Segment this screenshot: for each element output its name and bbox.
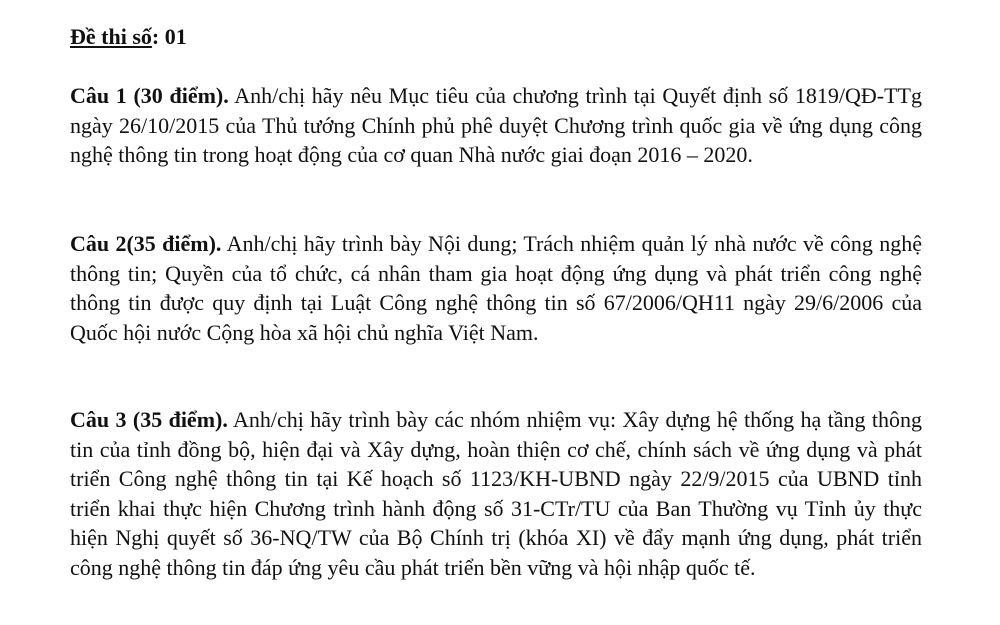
question-3	[70, 405, 922, 582]
question-3-text: Anh/chị hãy trình bày các nhóm nhiệm vụ: Xây dựng hệ thống hạ tầng thông tin của tỉnh đồng bộ, hiện đại và Xây dựng, hoàn thiện cơ chế, chính sách về ứng dụng và phát triển Công nghệ thông tin tại Kế hoạch số 1123/KH-UBND ngày 22/9/2015 của UBND tỉnh triển khai thực hiện Chương trình hành động số 31-CTr/TU của Ban Thường vụ Tỉnh ủy thực hiện Nghị quyết số 36-NQ/TW của Bộ Chính trị (khóa XI) về đẩy mạnh ứng dụng, phát triển công nghệ thông tin đáp ứng yêu cầu phát triển bền vững và hội nhập quốc tế.	[70, 407, 922, 580]
question-2-label: Câu 2(35 điểm).	[70, 231, 222, 256]
question-2	[70, 229, 922, 347]
question-1-label: Câu 1 (30 điểm).	[70, 83, 229, 108]
question-3-label: Câu 3 (35 điểm).	[70, 407, 228, 432]
exam-title-label: Đề thi số	[70, 24, 152, 49]
question-2-text: Anh/chị hãy trình bày Nội dung; Trách nhiệm quản lý nhà nước về công nghệ thông tin; Quyền của tổ chức, cá nhân tham gia hoạt động ứng dụng và phát triển công nghệ thông tin được quy định tại Luật Công nghệ thông tin số 67/2006/QH11 ngày 29/6/2006 của Quốc hội nước Cộng hòa xã hội chủ nghĩa Việt Nam.	[70, 231, 922, 345]
question-1	[70, 81, 922, 170]
question-1-text: Anh/chị hãy nêu Mục tiêu của chương trình tại Quyết định số 1819/QĐ-TTg ngày 26/10/2015 của Thủ tướng Chính phủ phê duyệt Chương trình quốc gia về ứng dụng công nghệ thông tin trong hoạt động của cơ quan Nhà nước giai đoạn 2016 – 2020.	[70, 83, 922, 167]
exam-title-number: : 01	[151, 24, 187, 49]
exam-title	[70, 22, 187, 52]
